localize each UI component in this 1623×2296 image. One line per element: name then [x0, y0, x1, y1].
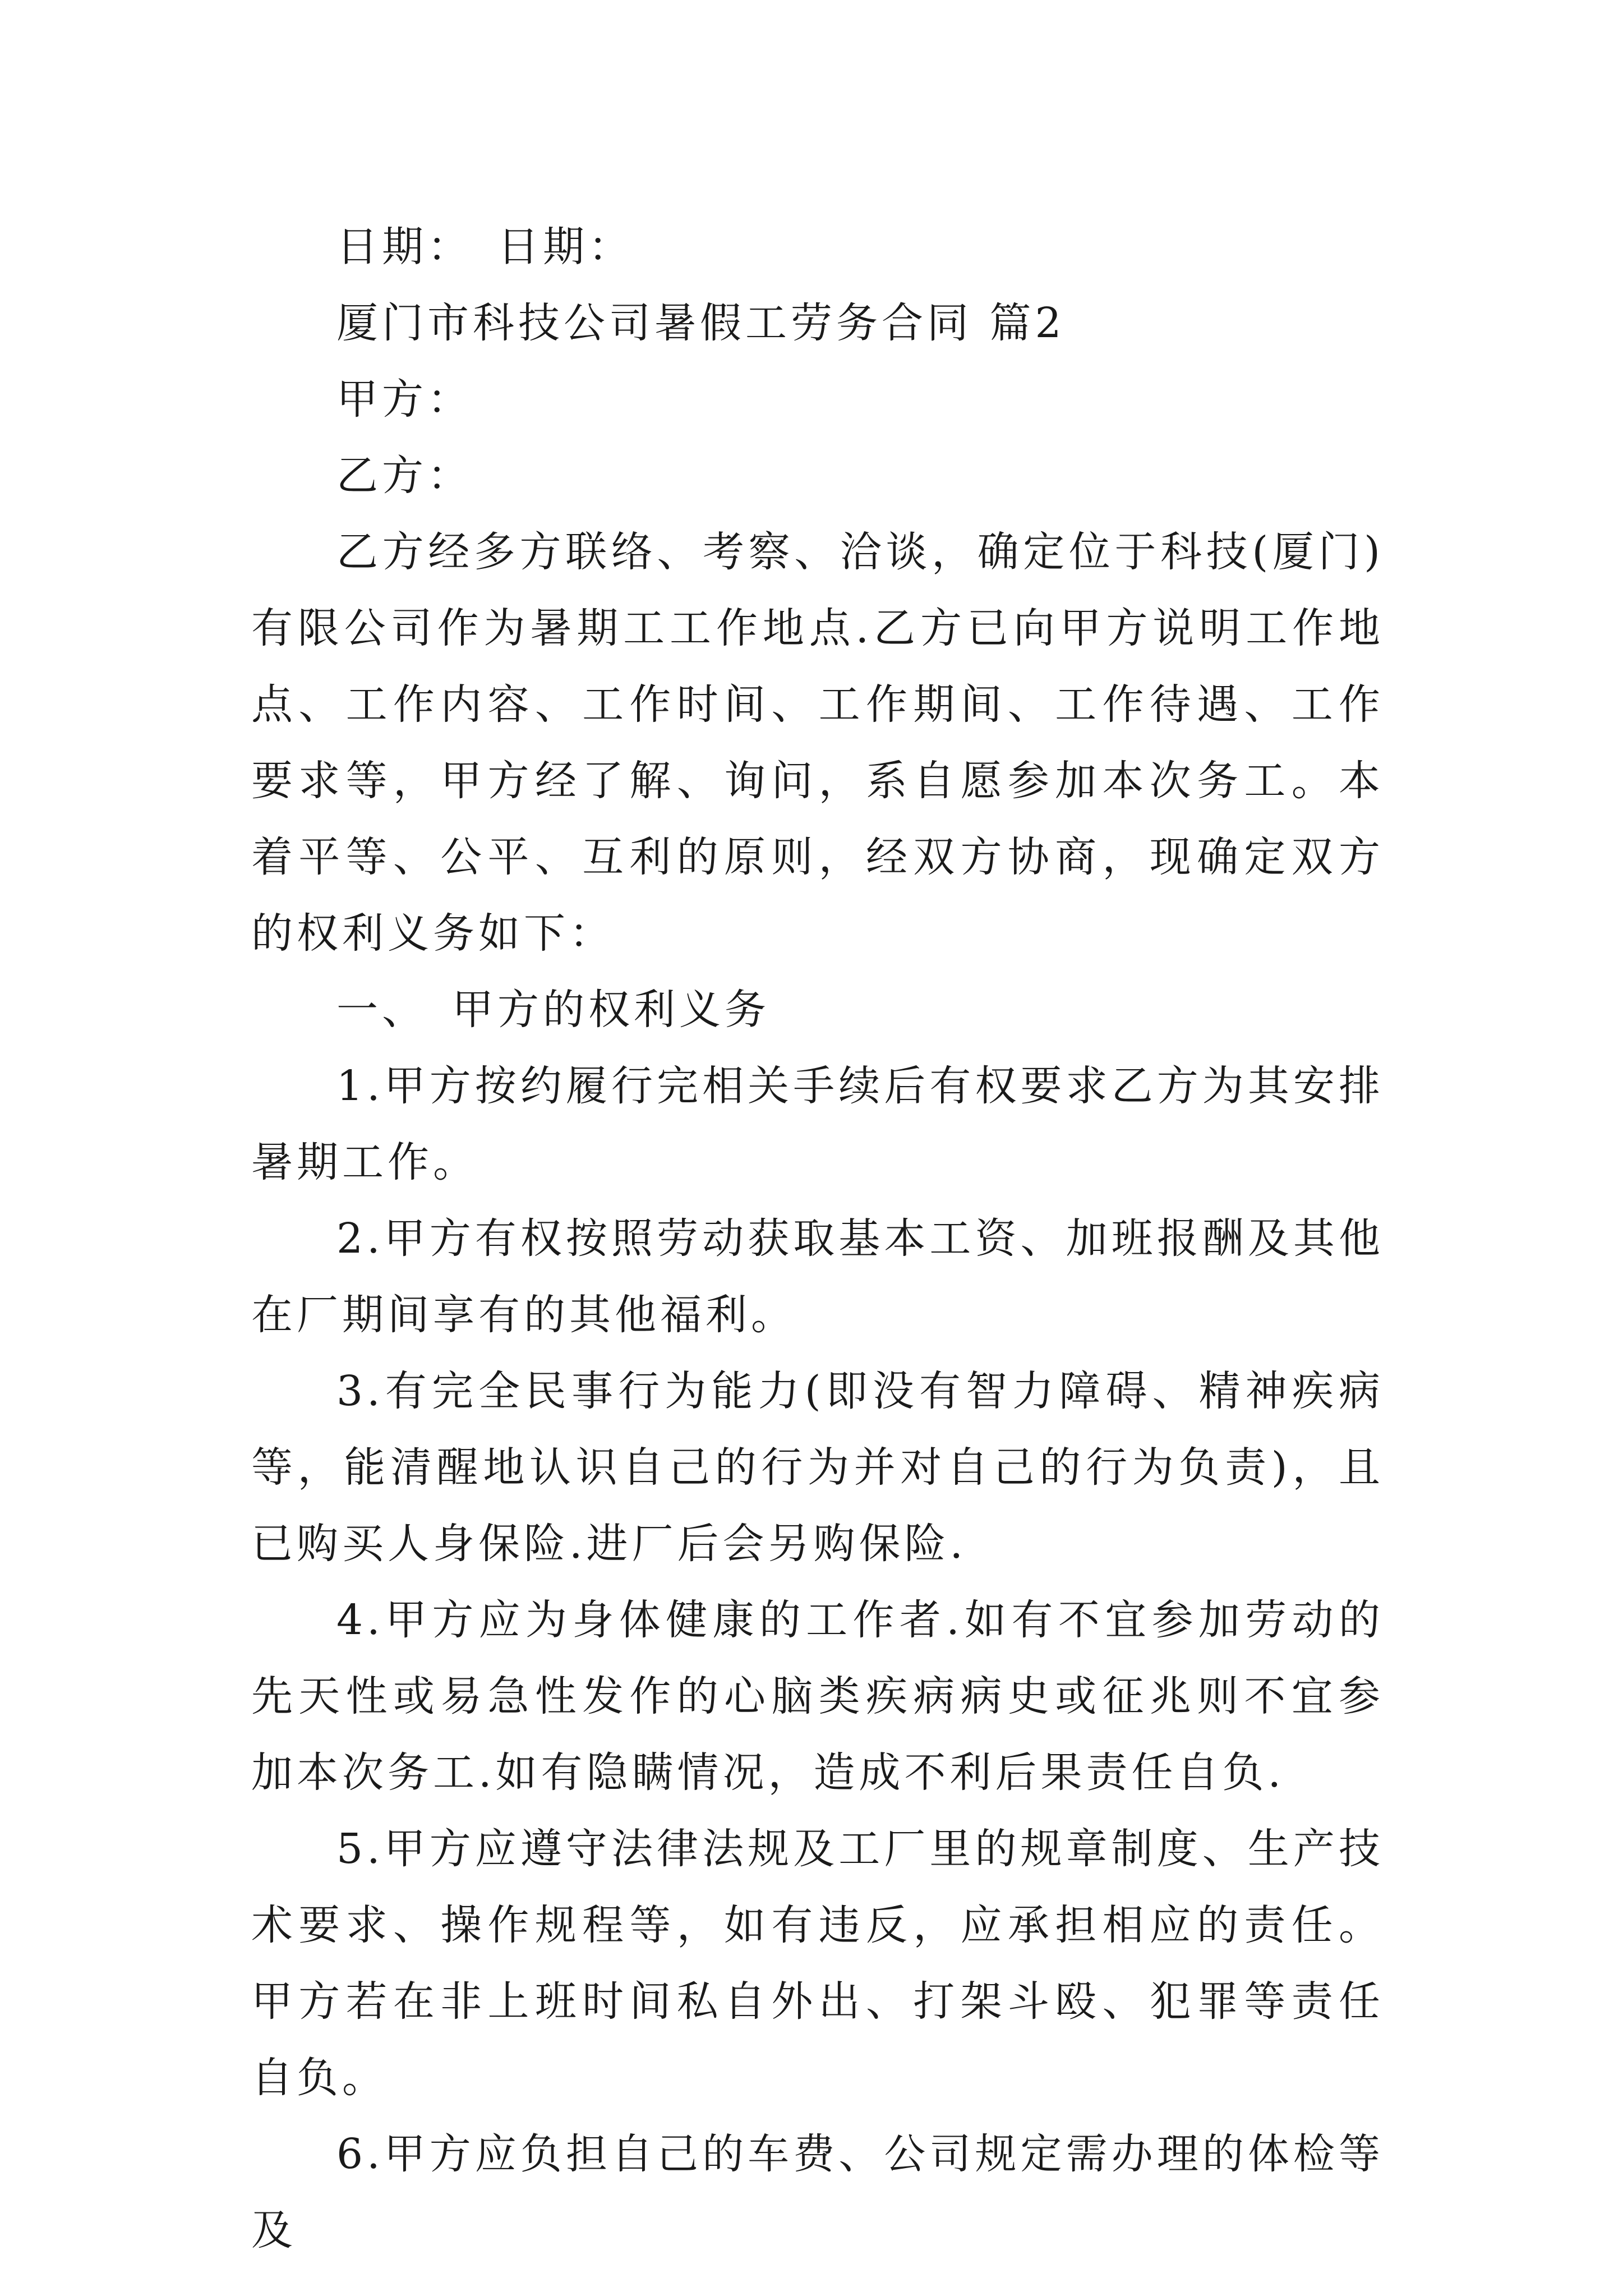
intro-paragraph: 乙方经多方联络、考察、洽谈，确定位于科技(厦门)有限公司作为暑期工工作地点.乙方已向甲方说明工作地点、工作内容、工作时间、工作期间、工作待遇、工作要求等，甲方经了解、询问，系自愿参加本次务工。本着平等、公平、互利的原则，经双方协商，现确定双方的权利义务如下： [251, 528, 1384, 958]
document-body [251, 209, 1384, 2269]
date-line: 日期： 日期： [336, 223, 634, 271]
party-a-line: 甲方： [336, 375, 473, 424]
clause-5: 5.甲方应遵守法律法规及工厂里的规章制度、生产技术要求、操作规程等，如有违反，应承担相应的责任。甲方若在非上班时间私自外出、打架斗殴、犯罪等责任自负。 [251, 1825, 1384, 2102]
clause-4: 4.甲方应为身体健康的工作者.如有不宜参加劳动的先天性或易急性发作的心脑类疾病病史或征兆则不宜参加本次务工.如有隐瞒情况，造成不利后果责任自负. [251, 1596, 1384, 1797]
clause-6: 6.甲方应负担自己的车费、公司规定需办理的体检等及 [251, 2130, 1384, 2254]
clause-1: 1.甲方按约履行完相关手续后有权要求乙方为其安排暑期工作。 [251, 1062, 1384, 1186]
document-title: 厦门市科技公司暑假工劳务合同 篇2 [336, 299, 1066, 347]
section-heading: 一、 甲方的权利义务 [336, 986, 770, 1034]
clause-2: 2.甲方有权按照劳动获取基本工资、加班报酬及其他在厂期间享有的其他福利。 [251, 1214, 1384, 1339]
party-b-line: 乙方： [336, 452, 473, 500]
clause-3: 3.有完全民事行为能力(即没有智力障碍、精神疾病等，能清醒地认识自己的行为并对自己的行为负责)，且已购买人身保险.进厂后会另购保险. [251, 1367, 1384, 1568]
